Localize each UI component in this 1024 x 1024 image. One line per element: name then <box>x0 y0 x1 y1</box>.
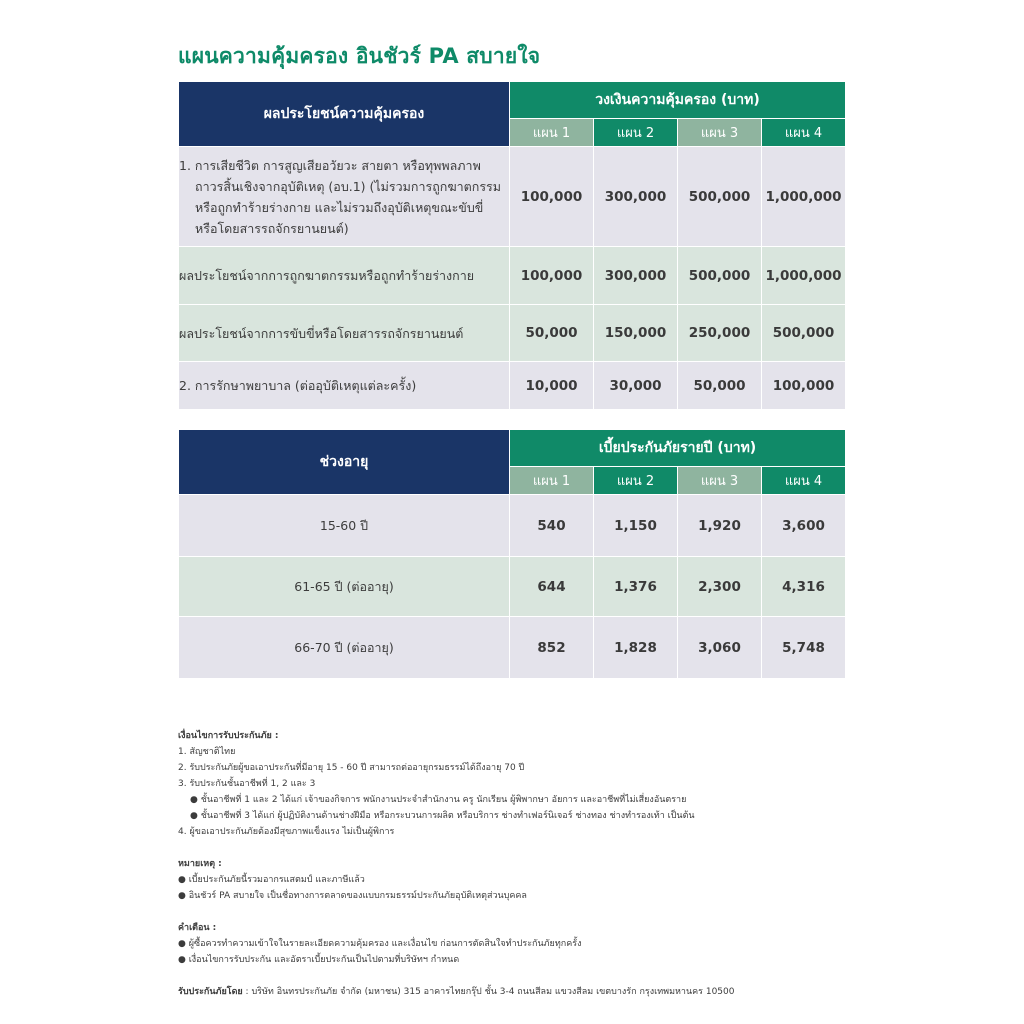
warning-item: ● ผู้ซื้อควรทำความเข้าใจในรายละเอียดความคุ้มครอง และเงื่อนไข ก่อนการตัดสินใจทำประกันภัยทุกครั้ง <box>178 939 582 949</box>
notes-section <box>178 728 858 1000</box>
coverage-row-label: ผลประโยชน์จากการขับขี่หรือโดยสารรถจักรยานยนต์ <box>179 305 510 362</box>
table-row <box>179 495 846 557</box>
condition-item: 2. รับประกันภัยผู้ขอเอาประกันที่มีอายุ 15 - 60 ปี สามารถต่ออายุกรมธรรม์ได้ถึงอายุ 70 ปี <box>178 763 525 773</box>
premium-value: 2,300 <box>678 557 762 617</box>
underwriter-label: รับประกันภัยโดย <box>178 987 243 997</box>
conditions-heading: เงื่อนไขการรับประกันภัย : <box>178 731 279 741</box>
age-range-label: 61-65 ปี (ต่ออายุ) <box>179 557 510 617</box>
coverage-group-header: วงเงินความคุ้มครอง (บาท) <box>510 82 846 119</box>
condition-item: 3. รับประกันชั้นอาชีพที่ 1, 2 และ 3 <box>178 779 316 789</box>
premium-plan-3-header: แผน 3 <box>678 467 762 495</box>
coverage-value: 500,000 <box>678 147 762 247</box>
premium-plan-1-header: แผน 1 <box>510 467 594 495</box>
coverage-label-header: ผลประโยชน์ความคุ้มครอง <box>179 82 510 147</box>
premium-plan-4-header: แผน 4 <box>762 467 846 495</box>
premium-table <box>178 429 846 679</box>
coverage-plan-2-header: แผน 2 <box>594 119 678 147</box>
coverage-value: 500,000 <box>762 305 846 362</box>
coverage-plan-3-header: แผน 3 <box>678 119 762 147</box>
coverage-value: 300,000 <box>594 247 678 305</box>
coverage-value: 10,000 <box>510 362 594 410</box>
table-row <box>179 362 846 410</box>
table-row <box>179 247 846 305</box>
condition-sub-item: ● ชั้นอาชีพที่ 3 ได้แก่ ผู้ปฏิบัติงานด้านช่างฝีมือ หรือกระบวนการผลิต หรือบริการ ช่างทำเฟอร์นิเจอร์ ช่างทอง ช่างทำรองเท้า เป็นต้น <box>190 811 695 821</box>
premium-value: 1,828 <box>594 617 678 679</box>
condition-item: 4. ผู้ขอเอาประกันภัยต้องมีสุขภาพแข็งแรง ไม่เป็นผู้พิการ <box>178 827 395 837</box>
premium-value: 1,150 <box>594 495 678 557</box>
premium-value: 3,060 <box>678 617 762 679</box>
coverage-value: 150,000 <box>594 305 678 362</box>
coverage-value: 50,000 <box>678 362 762 410</box>
coverage-value: 100,000 <box>762 362 846 410</box>
premium-value: 540 <box>510 495 594 557</box>
coverage-table <box>178 81 846 410</box>
coverage-value: 100,000 <box>510 247 594 305</box>
remark-item: ● เบี้ยประกันภัยนี้รวมอากรแสตมป์ และภาษีแล้ว <box>178 875 365 885</box>
coverage-value: 1,000,000 <box>762 247 846 305</box>
age-range-label: 66-70 ปี (ต่ออายุ) <box>179 617 510 679</box>
premium-value: 644 <box>510 557 594 617</box>
coverage-row-label: 2. การรักษาพยาบาล (ต่ออุบัติเหตุแต่ละครั้ง) <box>179 362 510 410</box>
coverage-value: 1,000,000 <box>762 147 846 247</box>
table-row <box>179 557 846 617</box>
remarks-heading: หมายเหตุ : <box>178 859 222 869</box>
coverage-row-label-first: 1. การเสียชีวิต การสูญเสียอวัยวะ สายตา หรือทุพพลภาพ <box>179 157 481 173</box>
coverage-plan-4-header: แผน 4 <box>762 119 846 147</box>
coverage-row-label-rest: ถาวรสิ้นเชิงจากอุบัติเหตุ (อบ.1) (ไม่รวมการถูกฆาตกรรม หรือถูกทำร้ายร่างกาย และไม่รวมถึงอุบัติเหตุขณะขับขี่ หรือโดยสารรถจักรยานยนต์) <box>195 178 501 236</box>
coverage-row-label <box>179 147 510 247</box>
premium-value: 4,316 <box>762 557 846 617</box>
coverage-value: 500,000 <box>678 247 762 305</box>
underwriter-text: : บริษัท อินทรประกันภัย จำกัด (มหาชน) 315 อาคารไทยกรุ๊ป ชั้น 3-4 ถนนสีลม แขวงสีลม เขตบางรัก กรุงเทพมหานคร 10500 <box>242 987 735 997</box>
premium-value: 1,376 <box>594 557 678 617</box>
coverage-value: 50,000 <box>510 305 594 362</box>
remark-item: ● อินชัวร์ PA สบายใจ เป็นชื่อทางการตลาดของแบบกรมธรรม์ประกันภัยอุบัติเหตุส่วนบุคคล <box>178 891 527 901</box>
condition-sub-item: ● ชั้นอาชีพที่ 1 และ 2 ได้แก่ เจ้าของกิจการ พนักงานประจำสำนักงาน ครู นักเรียน ผู้พิพากษา อัยการ และอาชีพที่ไม่เสี่ยงอันตราย <box>190 795 687 805</box>
coverage-row-label: ผลประโยชน์จากการถูกฆาตกรรมหรือถูกทำร้ายร่างกาย <box>179 247 510 305</box>
coverage-value: 300,000 <box>594 147 678 247</box>
warning-item: ● เงื่อนไขการรับประกัน และอัตราเบี้ยประกันเป็นไปตามที่บริษัทฯ กำหนด <box>178 955 460 965</box>
table-row <box>179 147 846 247</box>
premium-group-header: เบี้ยประกันภัยรายปี (บาท) <box>510 430 846 467</box>
premium-plan-2-header: แผน 2 <box>594 467 678 495</box>
coverage-value: 100,000 <box>510 147 594 247</box>
premium-label-header: ช่วงอายุ <box>179 430 510 495</box>
premium-value: 852 <box>510 617 594 679</box>
page-title: แผนความคุ้มครอง อินชัวร์ PA สบายใจ <box>178 44 541 68</box>
table-row <box>179 617 846 679</box>
table-row <box>179 305 846 362</box>
underwriter-line <box>178 984 858 1000</box>
premium-value: 3,600 <box>762 495 846 557</box>
age-range-label: 15-60 ปี <box>179 495 510 557</box>
coverage-value: 30,000 <box>594 362 678 410</box>
warnings-heading: คำเตือน : <box>178 923 217 933</box>
coverage-value: 250,000 <box>678 305 762 362</box>
condition-item: 1. สัญชาติไทย <box>178 747 236 757</box>
premium-value: 1,920 <box>678 495 762 557</box>
premium-value: 5,748 <box>762 617 846 679</box>
coverage-plan-1-header: แผน 1 <box>510 119 594 147</box>
